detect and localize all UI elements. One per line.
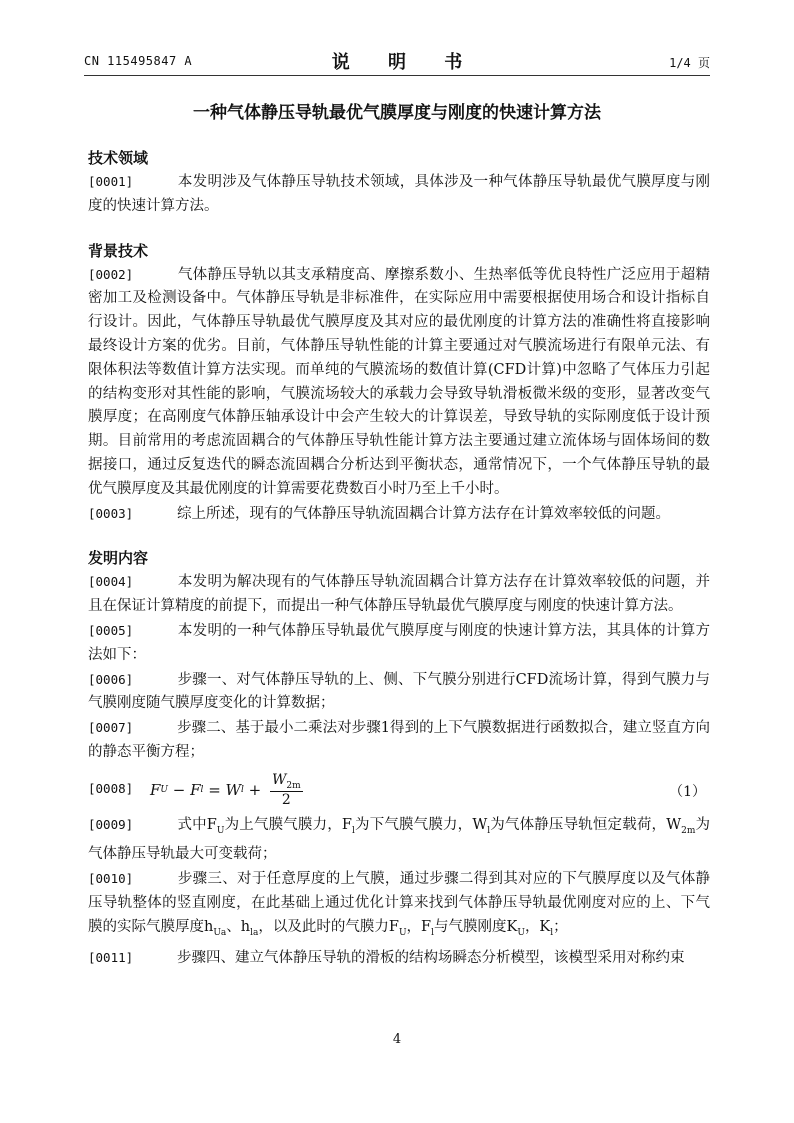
paragraph-number: [0006] (88, 671, 134, 687)
paragraph-0011 (88, 946, 710, 971)
equilibrium-equation: F U − F l = W l + $\frac{W_{2m}}{2}$ (150, 771, 301, 808)
paragraph-number: [0009] (88, 816, 134, 832)
paragraph-number: [0008] (88, 780, 134, 796)
document-id: CN 115495847 A (84, 54, 193, 68)
header-rule (84, 75, 710, 76)
paragraph-0001 (88, 170, 710, 219)
page-header (84, 48, 710, 72)
paragraph-number: [0010] (88, 871, 134, 887)
page-indicator: 1/4 页 (669, 56, 710, 70)
section-heading-background: 背景技术 (88, 241, 149, 260)
fraction: $\frac{W_{2m}}{2}$ (271, 771, 301, 808)
paragraph-number: [0011] (88, 949, 134, 965)
paragraph-text: 气体静压导轨以其支承精度高、摩擦系数小、生热率低等优良特性广泛应用于超精密加工及检测设备中。气体静压导轨是非标准件，在实际应用中需要根据使用场合和设计指标自行设计。因此，气体静压导轨最优气膜厚度及其对应的最优刚度的计算方法的准确性将直接影响最终设计方案的优劣。目前，气体静压导轨性能的计算主要通过对气膜流场进行有限单元法、有限体积法等数值计算方法实现。而单纯的气膜流场的数值计算(CFD计算)中忽略了气体压力引起的结构变形对其性能的影响，气膜流场较大的承载力会导致导轨滑板微米级的变形，显著改变气膜厚度；在高刚度气体静压轴承设计中会产生较大的计算误差，导致导轨的实际刚度低于设计预期。目前常用的考虑流固耦合的气体静压导轨性能计算方法主要通过建立流体场与固体场间的数据接口，通过反复迭代的瞬态流固耦合分析达到平衡状态，通常情况下，一个气体静压导轨的最优气膜厚度及其最优刚度的计算需要花费数百小时乃至上千小时。 (88, 266, 710, 497)
paragraph-text: 本发明的一种气体静压导轨最优气膜厚度与刚度的快速计算方法，其具体的计算方法如下： (88, 622, 710, 663)
paragraph-text: 步骤二、基于最小二乘法对步骤1得到的上下气膜数据进行函数拟合，建立竖直方向的静态平衡方程； (88, 720, 710, 760)
page-number: 4 (392, 1032, 402, 1047)
equation-0008 (88, 769, 710, 811)
paragraph-text: 本发明为解决现有的气体静压导轨流固耦合计算方法存在计算效率较低的问题，并且在保证计算精度的前提下，而提出一种气体静压导轨最优气膜厚度与刚度的快速计算方法。 (88, 574, 710, 615)
paragraph-number: [0007] (88, 720, 134, 736)
paragraph-0002 (88, 263, 710, 502)
paragraph-number: [0004] (88, 574, 134, 590)
paragraph-number: [0001] (88, 174, 134, 189)
document-body (88, 146, 710, 970)
paragraph-0007 (88, 716, 710, 765)
paragraph-text: 步骤四、建立气体静压导轨的滑板的结构场瞬态分析模型，该模型采用对称约束 (148, 949, 685, 966)
section-heading-invention: 发明内容 (88, 549, 149, 568)
paragraph-text: 本发明涉及气体静压导轨技术领域，具体涉及一种气体静压导轨最优气膜厚度与刚度的快速计算方法。 (88, 174, 710, 214)
paragraph-number: [0003] (88, 505, 134, 521)
paragraph-text: 综上所述，现有的气体静压导轨流固耦合计算方法存在计算效率较低的问题。 (148, 505, 670, 522)
paragraph-0010: [0010] 步骤三、对于任意厚度的上气膜，通过步骤二得到其对应的下气膜厚度以及气体静压导轨整体的竖直刚度，在此基础上通过优化计算来找到气体静压导轨最优刚度对应的上、下气膜的实际气膜厚度$h_{Ua}$、$h_{la}$，以及此时的气膜力$F_U$，$F_l$与气膜刚度$K_U$，$K_l$； (88, 867, 710, 945)
paragraph-0009: [0009] 式中$F_U$为上气膜气膜力，$F_l$为下气膜气膜力，$W_l$为气体静压导轨恒定载荷，$W_{2m}$为气体静压导轨最大可变载荷； (88, 813, 710, 867)
paragraph-0004 (88, 570, 710, 619)
document-title: 一种气体静压导轨最优气膜厚度与刚度的快速计算方法 (193, 103, 601, 123)
paragraph-number: [0002] (88, 266, 134, 282)
document-type: 说 明 书 (331, 52, 479, 73)
equation-label: （1） (669, 783, 706, 800)
paragraph-0005 (88, 619, 710, 668)
paragraph-number: [0005] (88, 622, 134, 638)
paragraph-0003 (88, 502, 710, 527)
section-heading-tech-field: 技术领域 (88, 149, 149, 167)
paragraph-text: 步骤一、对气体静压导轨的上、侧、下气膜分别进行CFD流场计算，得到气膜力与气膜刚度随气膜厚度变化的计算数据； (88, 671, 710, 712)
paragraph-0006 (88, 668, 710, 717)
